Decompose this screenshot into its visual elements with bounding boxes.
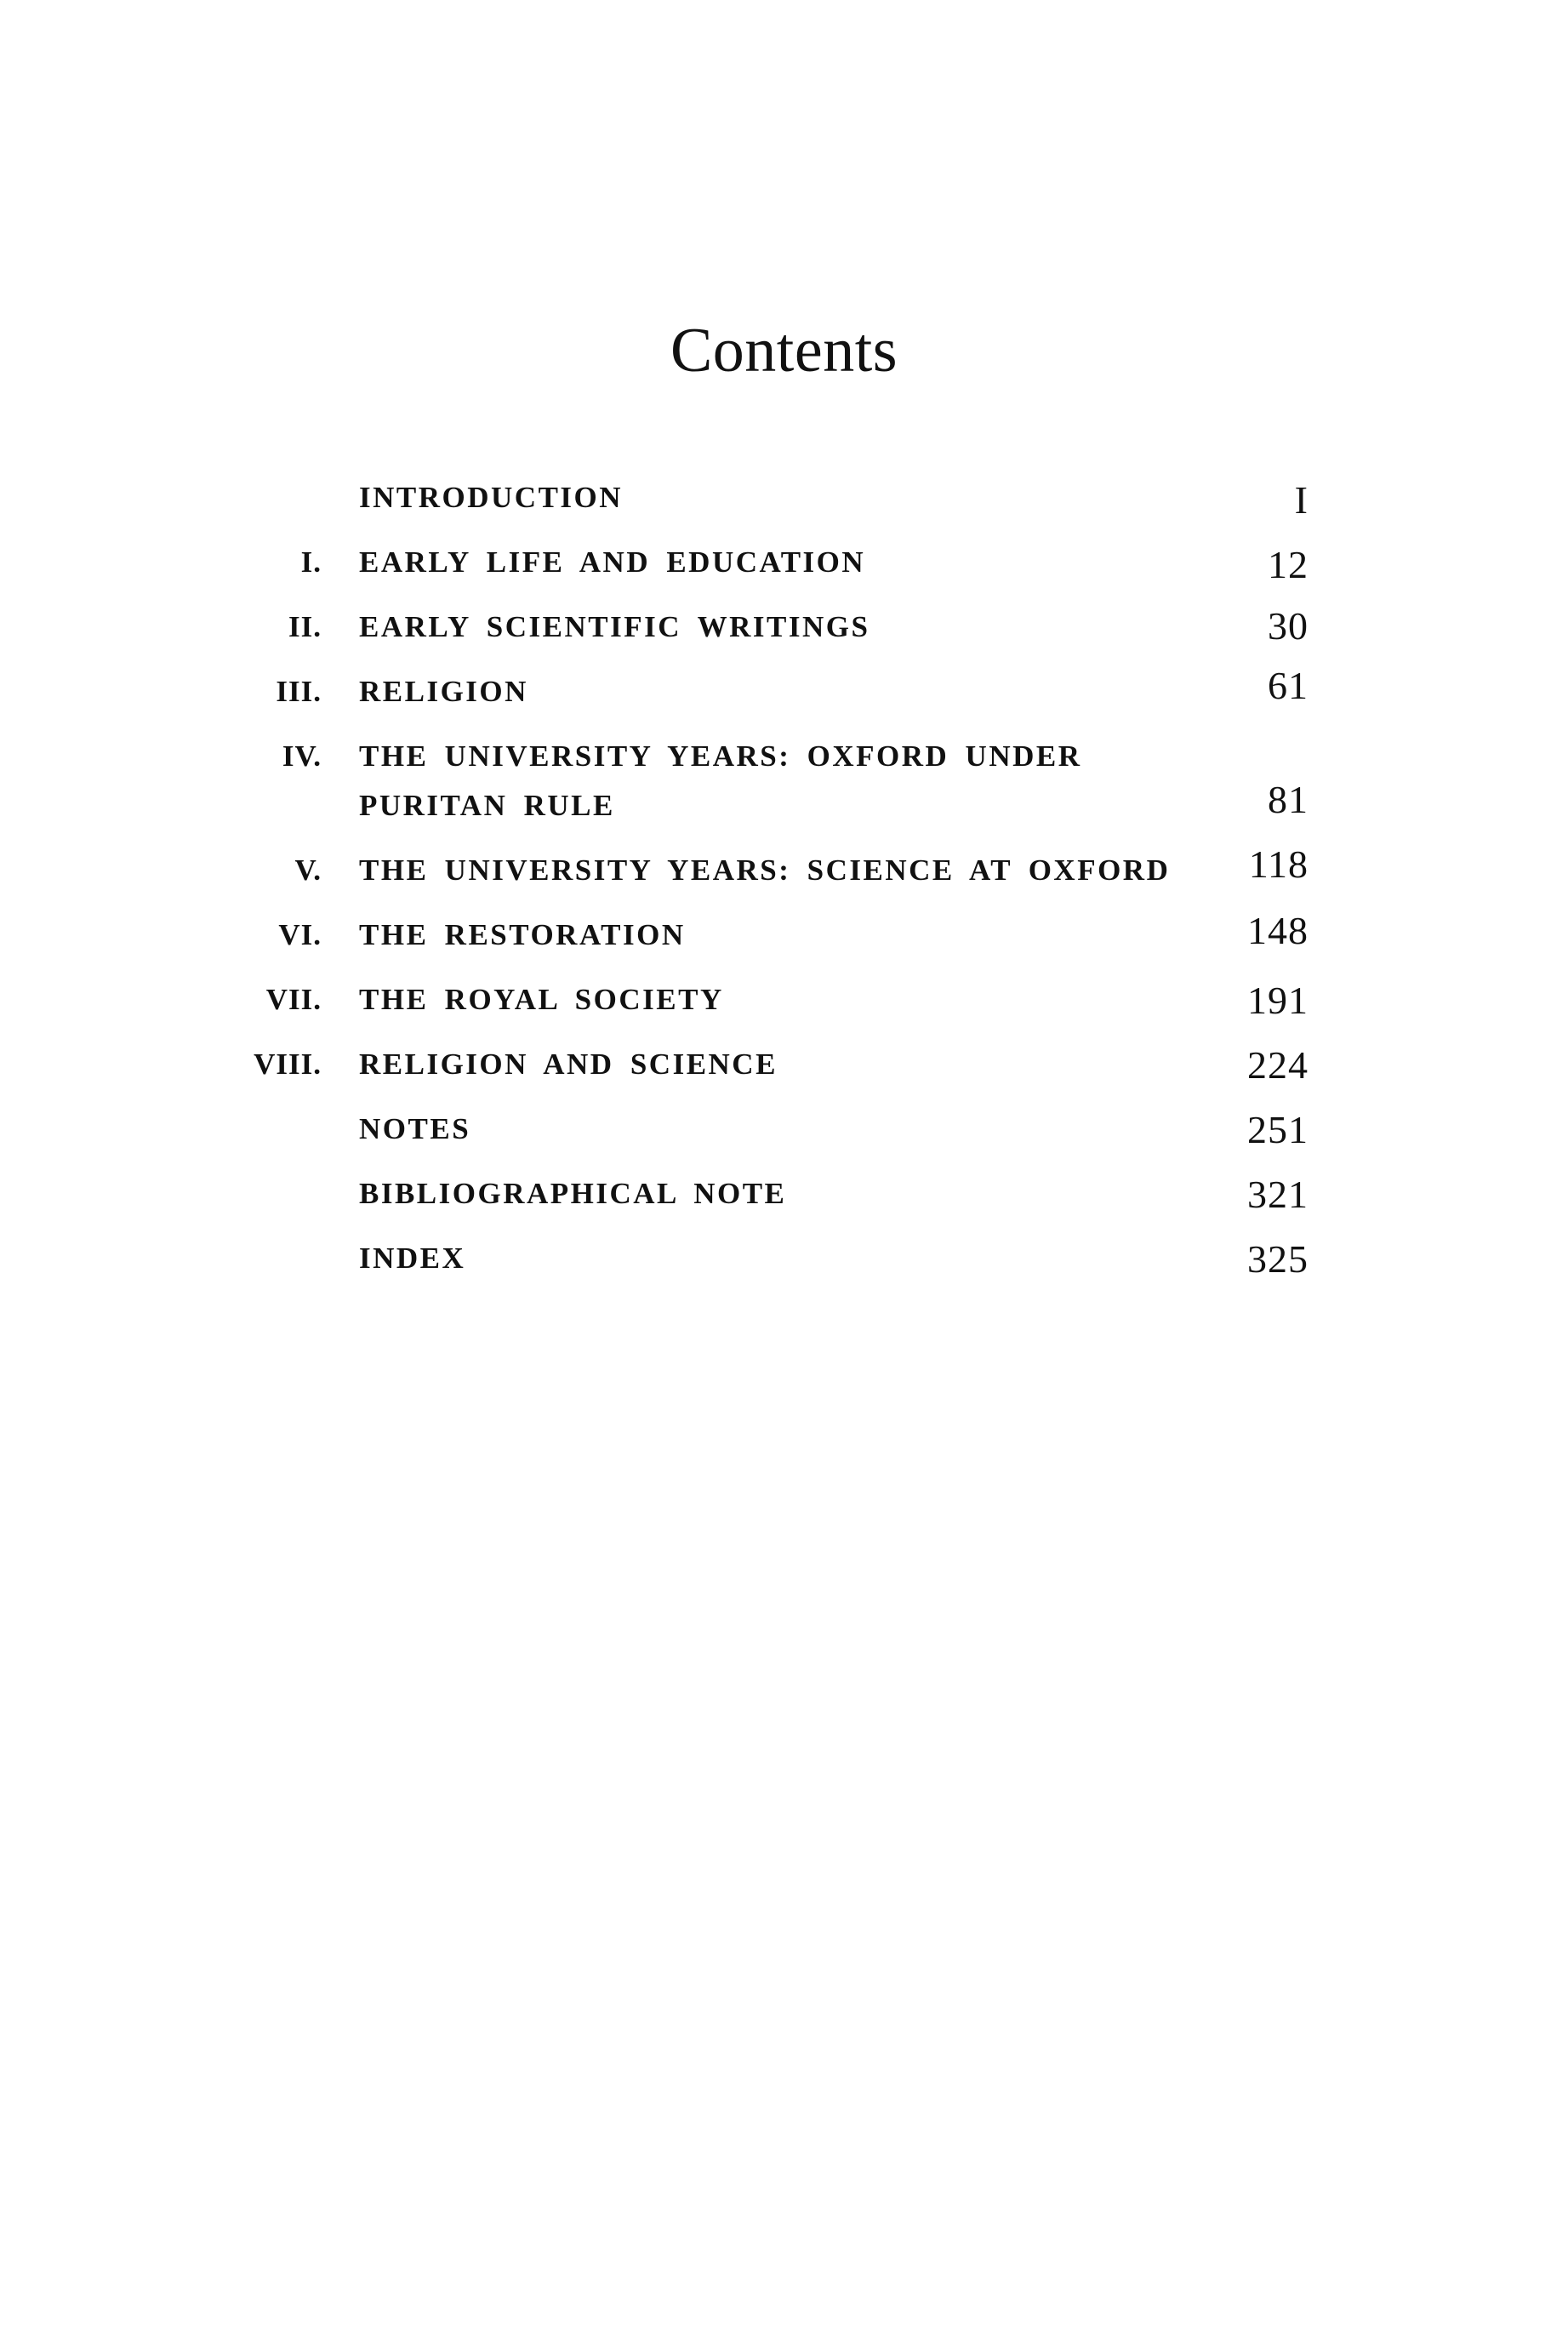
- page-number: 12: [1268, 543, 1309, 586]
- chapter-number: III.: [276, 675, 322, 708]
- chapter-title: INDEX: [359, 1242, 466, 1275]
- chapter-title: EARLY SCIENTIFIC WRITINGS: [359, 610, 870, 643]
- page-number: 325: [1247, 1237, 1309, 1281]
- page-number: 30: [1268, 604, 1309, 648]
- chapter-number: V.: [294, 853, 322, 887]
- page-number: 81: [1268, 778, 1309, 821]
- chapter-title: BIBLIOGRAPHICAL NOTE: [359, 1177, 787, 1210]
- chapter-title: NOTES: [359, 1112, 471, 1145]
- page-number: I: [1294, 478, 1309, 522]
- page-number: 191: [1247, 979, 1309, 1022]
- chapter-number: IV.: [282, 739, 322, 773]
- chapter-title: RELIGION AND SCIENCE: [359, 1048, 778, 1081]
- chapter-title: INTRODUCTION: [359, 481, 624, 514]
- page-number: 118: [1248, 842, 1309, 886]
- chapter-number: VII.: [265, 983, 322, 1016]
- chapter-title: EARLY LIFE AND EDUCATION: [359, 545, 866, 579]
- page-number: 321: [1247, 1173, 1309, 1216]
- chapter-number: II.: [288, 610, 322, 643]
- chapter-number: I.: [300, 545, 322, 579]
- chapter-title: RELIGION: [359, 675, 528, 708]
- chapter-title: THE RESTORATION: [359, 918, 686, 951]
- page-number: 251: [1247, 1108, 1309, 1151]
- chapter-number: VIII.: [254, 1048, 322, 1081]
- chapter-title: THE UNIVERSITY YEARS: SCIENCE AT OXFORD: [359, 853, 1171, 887]
- chapter-number: VI.: [278, 918, 322, 951]
- chapter-title: THE UNIVERSITY YEARS: OXFORD UNDER: [359, 739, 1082, 773]
- chapter-title-continued: PURITAN RULE: [359, 789, 615, 822]
- page-number: 224: [1247, 1043, 1309, 1087]
- page-number: 61: [1268, 664, 1309, 707]
- page-title: Contents: [670, 316, 898, 385]
- page-number: 148: [1247, 909, 1309, 952]
- chapter-title: THE ROYAL SOCIETY: [359, 983, 724, 1016]
